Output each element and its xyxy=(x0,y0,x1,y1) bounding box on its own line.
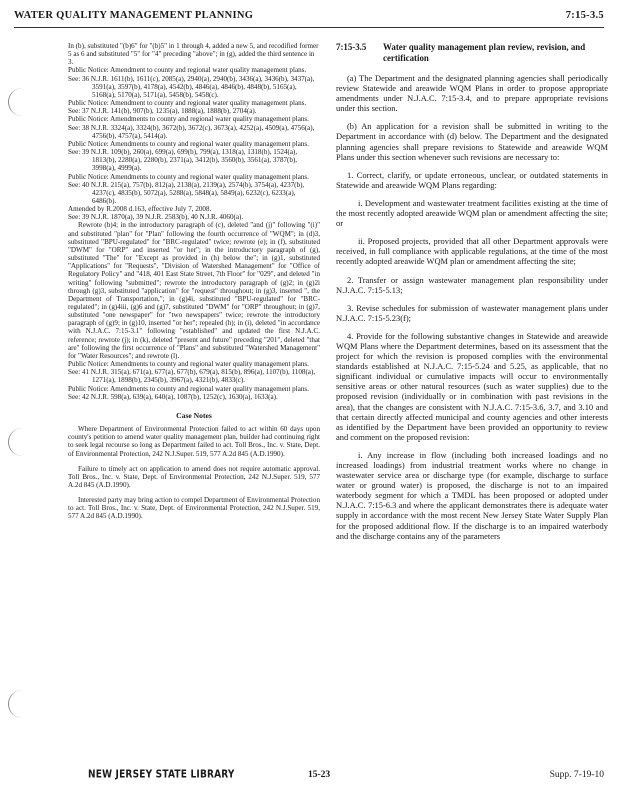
rewrote-note: Rewrote (b)4; in the introductory paragraph of (c), deleted "and (j)" following "(i)" and substituted "plan" for "Plan" following the fourth occurrence of "WQM"; in (d)3, substituted "BPU-regulated" for "BRC-regulated" twice; rewrote (e); in (f), substituted "DWM" for "ORP" and inserted "or her"; in the introductory paragraph of (g), substituted "The" for "Except as provided in (h) below the"; in (g)1, substituted "Applications" for "Requests", "Division of Watershed Management" for "Office of Regulatory Policy" and "418, 401 East State Street, 7th Floor" for "029", and deleted "in writing" following "submitted"; rewrote the introductory paragraph of (g)2; in (g)2i through (g)3, substituted "application" for "request" throughout; in (g)3, inserted ", the Department of Transportation,"; in (g)4i, substituted "BPU-regulated" for "BRC-regulated"; in (g)4iii, (g)6 and (g)7, substituted "DWM" for "ORP" throughout; in (g)7, substituted "one newspaper" for "two newspapers" twice; rewrote the introductory paragraph of (g)9; in (g)10, inserted "or her"; repealed (h); in (i), deleted "in accordance with N.J.A.C. 7:15-3.1" following "established" and updated the first N.J.A.C. reference; rewrote (j); in (k), deleted "present and future" preceding "201", deleted "that are" following the first occurrence of "Plans" and substituted "Watershed Management" for "Water Resources"; and rewrote (l). xyxy=(68,221,320,360)
history-note: See: 42 N.J.R. 598(a), 639(a), 640(a), 1087(b), 1252(c), 1630(a), 1633(a). xyxy=(68,392,278,401)
page-footer xyxy=(14,770,604,784)
history-note: Public Notice: Amendments to county and regional water quality management plans. xyxy=(68,139,309,148)
paragraph-b1-i: i. Development and wastewater treatment facilities existing at the time of the most recently adopted areawide WQM plan or amendment affecting the site; or xyxy=(336,197,608,229)
history-notes-column xyxy=(68,42,320,747)
history-note: Public Notice: Amendments to county and regional water quality management plans. xyxy=(68,115,309,124)
history-note: Public Notice: Amendments to county and regional water quality management plans. xyxy=(68,172,309,181)
section-heading xyxy=(336,42,608,63)
library-stamp: NEW JERSEY STATE LIBRARY xyxy=(88,769,235,781)
punch-hole-mark xyxy=(8,690,25,718)
paragraph-b4-i: i. Any increase in flow (including both increased loadings and no increased loadings) from industrial treatment works where no change in wastewater service area or discharge type (for example, discharge to surface water or ground water) is proposed, the discharge is not to an impaired waterbody segment for which a TMDL has been proposed or adopted under N.J.A.C. 7:15-6.3 and where the applicant demonstrates there is adequate water supply in accordance with the most recent New Jersey State Water Supply Plan for the proposed additional flow. If the discharge is to an impaired waterbody and the discharge contains any of the parameters xyxy=(336,449,608,541)
header-title: WATER QUALITY MANAGEMENT PLANNING xyxy=(14,10,254,21)
history-note: Public Notice: Amendment to county and regional water quality management plans. xyxy=(68,66,307,75)
history-note: Public Notice: Amendments to county and regional water quality management plans. xyxy=(68,384,309,393)
margin-punch-marks xyxy=(2,0,32,800)
regulation-text-column xyxy=(336,42,608,747)
history-note: Amended by R.2008 d.163, effective July 7, 2008. xyxy=(68,205,212,214)
case-notes-heading: Case Notes xyxy=(176,410,212,420)
case-note: Interested party may bring action to compel Department of Environmental Protection to act. Toll Bros., Inc. v. State, Dept. of Environmental Protection, 242 N.J.Super. 519, 577 A.2d 845 (A.D.1990). xyxy=(68,496,320,521)
case-note: Where Department of Environmental Protection failed to act within 60 days upon county's petition to amend water quality management plan, builder had continuing right to seek legal recourse so long as Department failed to act. Toll Bros., Inc. v. State, Dept. of Environmental Protection, 242 N.J.Super. 519, 577 A.2d 845 (A.D.1990). xyxy=(68,425,320,458)
paragraph-b1: 1. Correct, clarify, or update erroneous, unclear, or outdated statements in Statewide and areawide WQM Plans regarding: xyxy=(336,169,608,190)
punch-hole-mark xyxy=(8,88,25,116)
history-note: See: 40 N.J.R. 215(a), 757(b), 812(a), 2138(a), 2139(a), 2574(b), 3754(a), 4237(b), 4237(c), 4835(b), 5072(a), 5288(a), 5848(a), 5849(a), 6232(c), 6233(a), 6486(b). xyxy=(68,180,305,205)
subsection-b: (b) An application for a revision shall be submitted in writing to the Department in accordance with (d) below. The Department and the designated planning agencies shall prepare revisions to Statewide and areawide WQM Plans under this section whenever such revisions are necessary to: xyxy=(336,121,608,162)
page-number: 15-23 xyxy=(308,770,331,780)
subsection-a: (a) The Department and the designated planning agencies shall periodically review Statewide and areawide WQM Plans in order to propose appropriate amendments under N.J.A.C. 7:15-3.4, and to prepare appropriate revisions under this section. xyxy=(336,73,608,114)
case-note: Failure to timely act on application to amend does not require automatic approval. Toll Bros., Inc. v. State, Dept. of Environmental Protection, 242 N.J.Super. 519, 577 A.2d 845 (A.D.1990). xyxy=(68,464,320,489)
history-note: Public Notice: Amendments to county and regional water quality management plans. xyxy=(68,360,309,369)
paragraph-b1-ii: ii. Proposed projects, provided that all other Department approvals were received, in full compliance with applicable regulations, at the time of the most recently adopted areawide WQM plan or amendment affecting the site; xyxy=(336,236,608,267)
history-note: See: 38 N.J.R. 3324(a), 3324(b), 3672(b), 3672(c), 3673(a), 4252(a), 4509(a), 4756(a), 4756(b), 4757(a), 5414(a). xyxy=(68,123,315,140)
history-note: Public Notice: Amendment to county and regional water quality management plans. xyxy=(68,99,307,108)
history-note: In (b), substituted "(b)6" for "(b)5" in 1 through 4, added a new 5, and recodified former 5 as 6 and substituted "5" for "4" preceding "above"; in (g), added the third sentence in 3. xyxy=(68,42,319,67)
header-rule xyxy=(14,27,604,28)
punch-hole-mark xyxy=(8,428,25,456)
history-note: See: 39 N.J.R. 1870(a), 39 N.J.R. 2583(b), 40 N.J.R. 4060(a). xyxy=(68,213,244,222)
history-note: See: 36 N.J.R. 1611(b), 1611(c), 2085(a), 2940(a), 2940(b), 3436(a), 3436(b), 3437(a), 3591(a), 3597(b), 4178(a), 4542(b), 4846(a), 4846(b), 4848(b), 5165(a), 5168(a), 5170(a), 5171(a), 5458(b), 5458(c). xyxy=(68,74,315,99)
section-title: Water quality management plan review, revision, and certification xyxy=(383,42,586,63)
history-note: See: 41 N.J.R. 315(a), 671(a), 677(a), 677(b), 679(a), 815(b), 896(a), 1107(b), 1108(a), 1271(a), 1898(b), 2345(b), 3967(a), 4321(b), 4833(c). xyxy=(68,368,316,385)
paragraph-b4: 4. Provide for the following substantive changes in Statewide and areawide WQM Plans where the Department determines, based on its assessment that the project for which the revision is proposed complies with the environmental standards established at N.J.A.C. 7:15-5.24 and 5.25, as applicable, that no significant individual or cumulative impacts will occur to environmentally sensitive areas or other natural resources (such as water supplies) due to the proposed revision (individually or in combination with past revisions in the area), that the changes are consistent with N.J.A.C. 7:15-3.6, 3.7, and 3.10 and that certain directly affected municipal and county agencies and other interests as identified by the Department have been provided an opportunity to review and comment on the proposed revision: xyxy=(336,330,608,442)
running-header xyxy=(14,10,604,26)
paragraph-b3: 3. Revise schedules for submission of wastewater management plans under N.J.A.C. 7:15-5.23(f); xyxy=(336,302,608,323)
section-number: 7:15-3.5 xyxy=(336,42,367,52)
history-note: See: 39 N.J.R. 109(b), 260(a), 699(a), 699(b), 799(a), 1318(a), 1318(b), 1524(a), 1813(b), 2280(a), 2280(b), 2371(a), 3412(b), 3560(b), 3561(a), 3787(b), 3998(a), 4999(a). xyxy=(68,148,298,173)
header-section-number: 7:15-3.5 xyxy=(565,10,604,21)
supplement-date: Supp. 7-19-10 xyxy=(549,770,604,780)
paragraph-b2: 2. Transfer or assign wastewater management plan responsibility under N.J.A.C. 7:15-5.13; xyxy=(336,274,608,295)
history-note: See: 37 N.J.R. 141(b), 907(b), 1235(a), 1888(a), 1888(b), 2704(a). xyxy=(68,107,257,116)
